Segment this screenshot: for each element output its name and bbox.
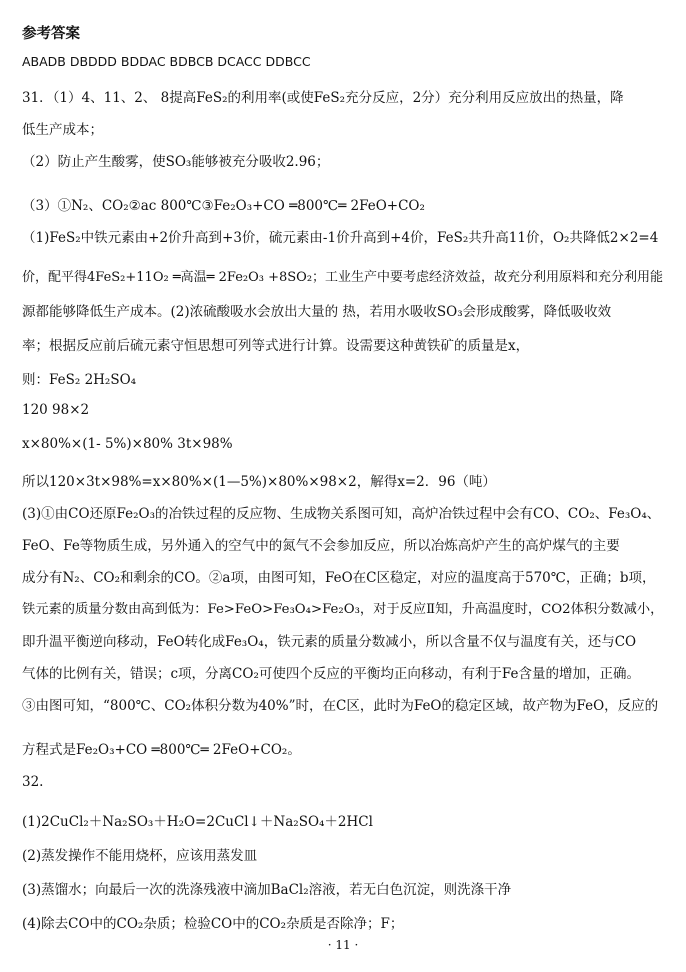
text-line: ③由图可知，“800℃、CO₂体积分数为40%”时，在C区，此时为FeO的稳定区域，故产物为FeO，反应的 [22,698,659,714]
text-line: 成分有N₂、CO₂和剩余的CO。②a项，由图可知，FeO在C区稳定，对应的温度高于570℃，正确；b项， [22,570,656,586]
text-line: （1)FeS₂中铁元素由+2价升高到+3价，硫元素由-1价升高到+4价，FeS₂共升高11价，O₂共降低2×2=4 [22,230,659,246]
question-number: 32. [22,774,44,790]
text-line: 源都能够降低生产成本。(2)浓硫酸吸水会放出大量的 热，若用水吸收SO₃会形成酸雾，降低吸收效 [22,304,612,320]
text-line: （3）①N₂、CO₂②ac 800℃③Fe₂O₃+CO ═800℃═ 2FeO+CO₂ [22,198,425,214]
text-line: 120 98×2 [22,402,90,418]
page-title: 参考答案 [22,25,80,42]
text-line: (3)蒸馏水；向最后一次的洗涤残液中滴加BaCl₂溶液，若无白色沉淀，则洗涤干净 [22,882,512,898]
text-line: 即升温平衡逆向移动，FeO转化成Fe₃O₄，铁元素的质量分数减小，所以含量不仅与温度有关，还与CO [22,634,637,650]
text-line: 铁元素的质量分数由高到低为：Fe>FeO>Fe₃O₄>Fe₂O₃，对于反应Ⅱ知，升高温度时，CO2体积分数减小， [22,602,664,617]
text-line: x×80%×(1- 5%)×80% 3t×98% [22,436,233,452]
text-line: 低生产成本； [22,122,103,138]
text-line: 气体的比例有关，错误；c项，分离CO₂可使四个反应的平衡均正向移动，有利于Fe含量的增加，正确。 [22,666,640,682]
text-line: 方程式是Fe₂O₃+CO ═800℃═ 2FeO+CO₂。 [22,742,301,758]
text-line: 价，配平得4FeS₂+11O₂ ═高温═ 2Fe₂O₃ +8SO₂；工业生产中要考虑经济效益，故充分利用原料和充分利用能 [22,270,664,285]
text-line: (2)蒸发操作不能用烧杯，应该用蒸发皿 [22,848,258,864]
text-line: 31．（1）4、11、2、 8提高FeS₂的利用率(或使FeS₂充分反应，2分）充分利用反应放出的热量，降 [22,90,624,106]
text-line: （2）防止产生酸雾，使SO₃能够被充分吸收2.96； [22,154,330,170]
text-line: (1)2CuCl₂＋Na₂SO₃＋H₂O=2CuCl↓＋Na₂SO₄＋2HCl [22,814,373,830]
page-number: · 11 · [327,938,359,952]
text-line: 所以120×3t×98%=x×80%×(1—5%)×80%×98×2，解得x=2．96（吨） [22,474,496,490]
text-line: 则：FeS₂ 2H₂SO₄ [22,372,137,388]
text-line: (3)①由CO还原Fe₂O₃的冶铁过程的反应物、生成物关系图可知，高炉冶铁过程中会有CO、CO₂、Fe₃O₄、 [22,506,661,522]
answer-key-line: ABADB DBDDD BDDAC BDBCB DCACC DDBCC [22,54,311,69]
text-line: FeO、Fe等物质生成，另外通入的空气中的氮气不会参加反应，所以冶炼高炉产生的高炉煤气的主要 [22,538,620,554]
text-line: 率；根据反应前后硫元素守恒思想可列等式进行计算。设需要这种黄铁矿的质量是x， [22,338,530,354]
text-line: (4)除去CO中的CO₂杂质；检验CO中的CO₂杂质是否除净；F； [22,916,404,932]
